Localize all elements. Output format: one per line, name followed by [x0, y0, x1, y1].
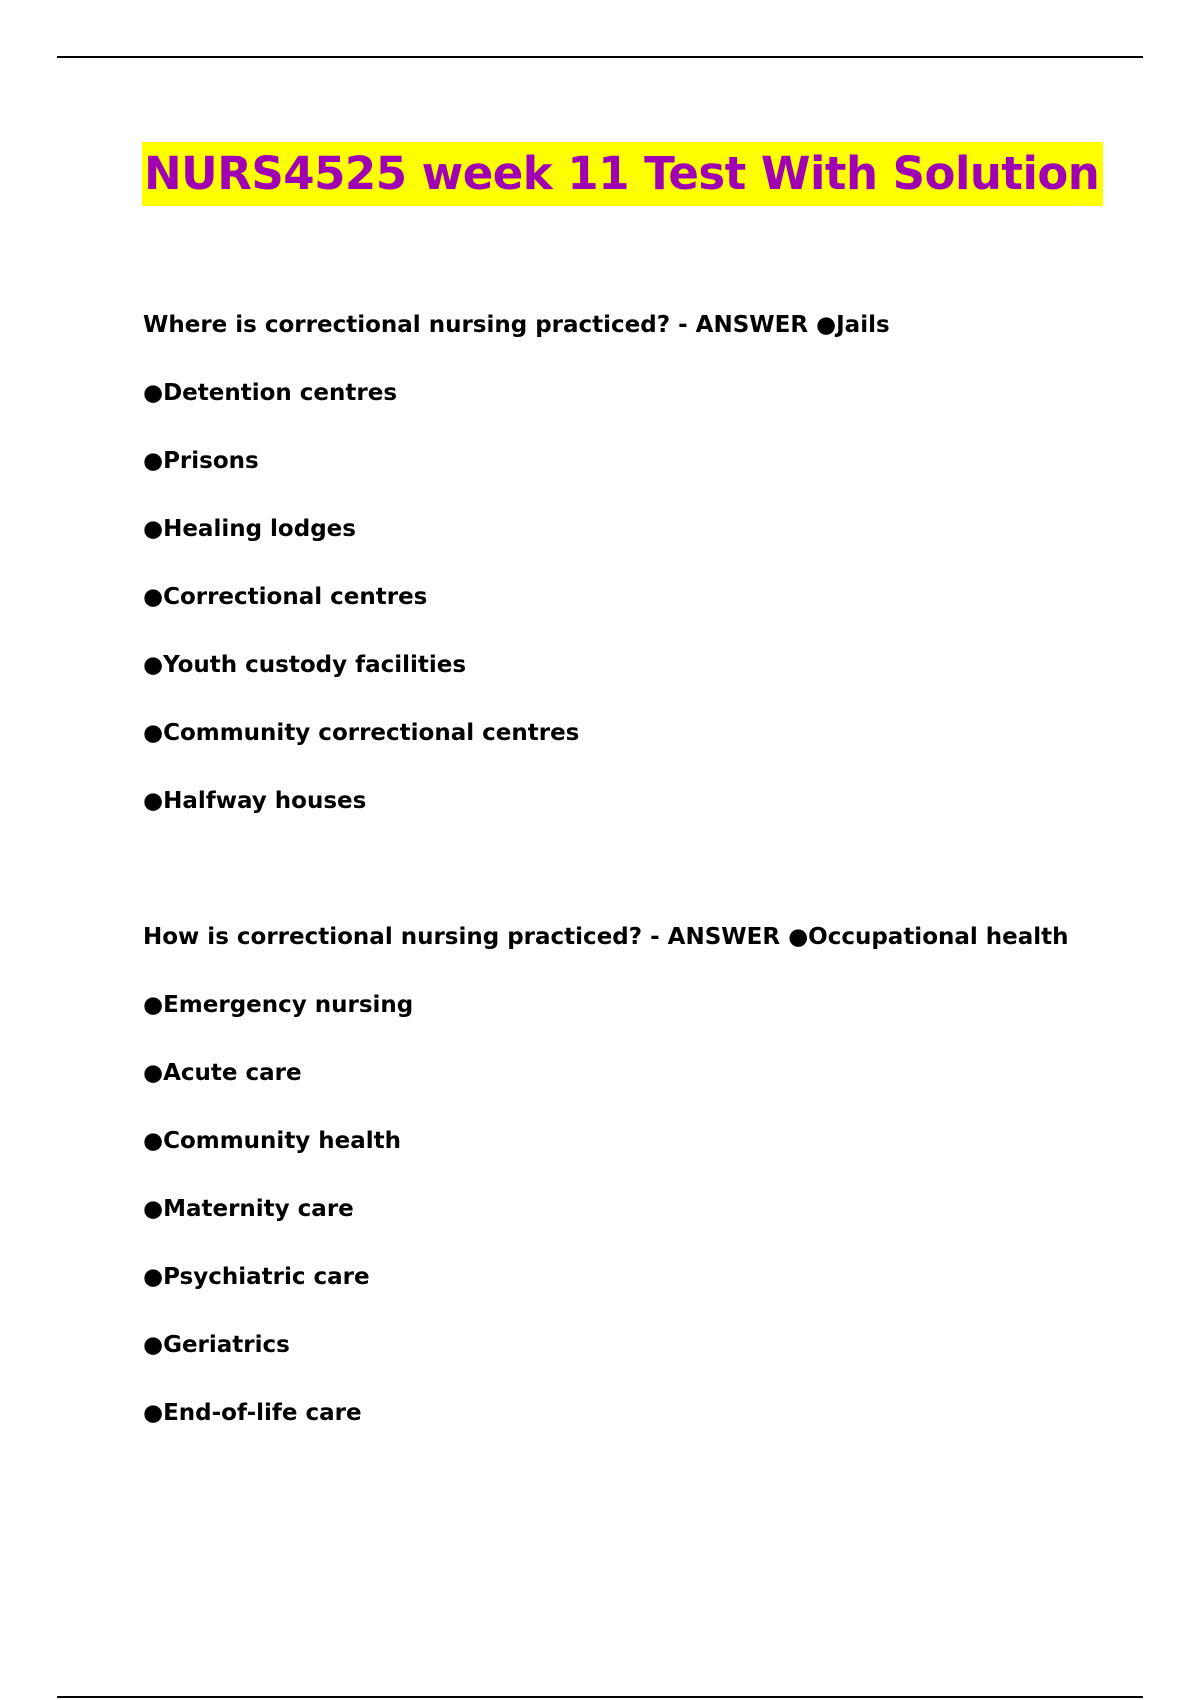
question-2-text: How is correctional nursing practiced? - ANSWER ●Occupational health [143, 924, 1069, 950]
answer-bullet: ●Correctional centres [143, 584, 428, 610]
answer-bullet: ●Healing lodges [143, 516, 356, 542]
answer-bullet: ●Psychiatric care [143, 1264, 370, 1290]
answer-bullet: ●Geriatrics [143, 1332, 290, 1358]
top-rule [57, 56, 1143, 58]
document-title: NURS4525 week 11 Test With Solution [142, 142, 1103, 206]
answer-bullet: ●Emergency nursing [143, 992, 414, 1018]
answer-bullet: ●End-of-life care [143, 1400, 362, 1426]
answer-bullet: ●Halfway houses [143, 788, 367, 814]
answer-bullet: ●Community health [143, 1128, 402, 1154]
answer-bullet: ●Maternity care [143, 1196, 354, 1222]
question-1-text: Where is correctional nursing practiced? - ANSWER ●Jails [143, 312, 890, 338]
answer-bullet: ●Community correctional centres [143, 720, 580, 746]
bottom-rule [57, 1696, 1143, 1698]
answer-bullet: ●Prisons [143, 448, 259, 474]
answer-bullet: ●Youth custody facilities [143, 652, 467, 678]
answer-bullet: ●Detention centres [143, 380, 398, 406]
answer-bullet: ●Acute care [143, 1060, 302, 1086]
